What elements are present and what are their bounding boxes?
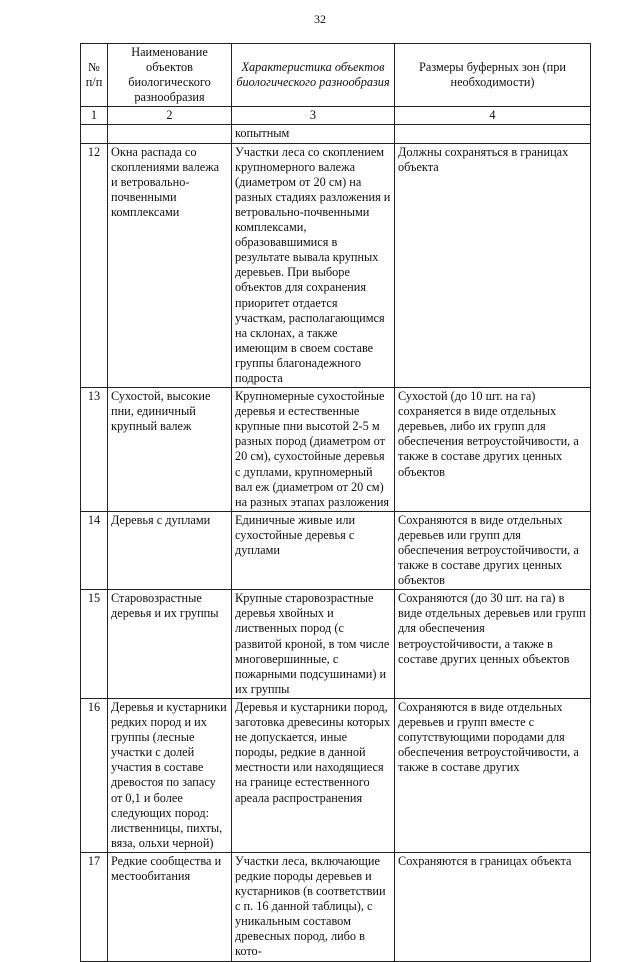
row-object-name: Окна распада со скоплениями валежа и ветровально-почвенными комплексами (108, 143, 232, 388)
row-characteristics: Участки леса со скоплением крупномерного валежа (диаметром от 20 см) на разных стадиях разложения и ветровально-почвенными комплексами, образовавшимися в результате вывала крупных деревьев. При выборе объектов для сохранения приоритет отдается участкам, располагающимся на склонах, а также имеющим в своем составе группы благонадежного подроста (232, 143, 395, 388)
table-row (81, 388, 591, 512)
row-object-name: Деревья и кустарники редких пород и их группы (лесные участки с долей участия в составе древостоя по запасу от 0,1 и более следующих пород: лиственницы, пихты, вяза, ольхи черной) (108, 698, 232, 852)
row-number: 17 (81, 852, 108, 961)
table-row (81, 698, 591, 852)
header-object-name: Наименование объектов биологического разнообразия (108, 44, 232, 107)
column-number-row (81, 107, 591, 125)
row-object-name: Редкие сообщества и местообитания (108, 852, 232, 961)
row-number: 14 (81, 511, 108, 589)
column-number: 3 (232, 107, 395, 125)
table-row (81, 852, 591, 961)
header-characteristics: Характеристика объектов биологического разнообразия (232, 44, 395, 107)
table-row (81, 143, 591, 388)
row-buffer-zone: Должны сохраняться в границах объекта (395, 143, 591, 388)
row-buffer-zone: Сохраняются в виде отдельных деревьев или групп для обеспечения ветроустойчивости, а также в составе других ценных объектов (395, 511, 591, 589)
row-number: 12 (81, 143, 108, 388)
row-characteristics: Участки леса, включающие редкие породы деревьев и кустарников (в соответствии с п. 16 данной таблицы), с уникальным составом древесных пород, либо в кото- (232, 852, 395, 961)
row-object-name: Сухостой, высокие пни, единичный крупный валеж (108, 388, 232, 512)
row-number: 13 (81, 388, 108, 512)
row-characteristics: Крупные старовозрастные деревья хвойных и лиственных пород (с развитой кроной, в том числе многовершинные, с пожарными подсушинами) и их группы (232, 590, 395, 699)
row-object-name: Деревья с дуплами (108, 511, 232, 589)
continuation-row (81, 125, 591, 143)
row-number: 16 (81, 698, 108, 852)
page-number: 32 (314, 12, 326, 26)
row-buffer-zone: Сохраняются в виде отдельных деревьев и групп вместе с сопутствующими породами для обеспечения ветроустойчивости, а также в составе других (395, 698, 591, 852)
biodiversity-table (80, 43, 591, 962)
row-buffer-zone: Сохраняются (до 30 шт. на га) в виде отдельных деревьев или групп для обеспечения ветроустойчивости, а также в составе других ценных объектов (395, 590, 591, 699)
row-buffer-zone: Сохраняются в границах объекта (395, 852, 591, 961)
header-buffer-zone: Размеры буферных зон (при необходимости) (395, 44, 591, 107)
table-header-row (81, 44, 591, 107)
table-row (81, 511, 591, 589)
row-characteristics: Крупномерные сухостойные деревья и естественные крупные пни высотой 2-5 м разных пород (диаметром от 20 см), сухостойные деревья с дуплами, крупномерный вал еж (диаметром от 20 см) на разных этапах разложения (232, 388, 395, 512)
continuation-text: копытным (232, 125, 395, 143)
column-number: 4 (395, 107, 591, 125)
column-number: 1 (81, 107, 108, 125)
header-number: № п/п (81, 44, 108, 107)
column-number: 2 (108, 107, 232, 125)
row-number: 15 (81, 590, 108, 699)
row-buffer-zone: Сухостой (до 10 шт. на га) сохраняется в виде отдельных деревьев, либо их групп для обеспечения ветроустойчивости, а также в составе других ценных объектов (395, 388, 591, 512)
row-object-name: Старовозрастные деревья и их группы (108, 590, 232, 699)
table-row (81, 590, 591, 699)
row-characteristics: Единичные живые или сухостойные деревья с дуплами (232, 511, 395, 589)
row-characteristics: Деревья и кустарники пород, заготовка древесины которых не допускается, иные породы, редкие в данной местности или находящиеся на границе естественного ареала распространения (232, 698, 395, 852)
